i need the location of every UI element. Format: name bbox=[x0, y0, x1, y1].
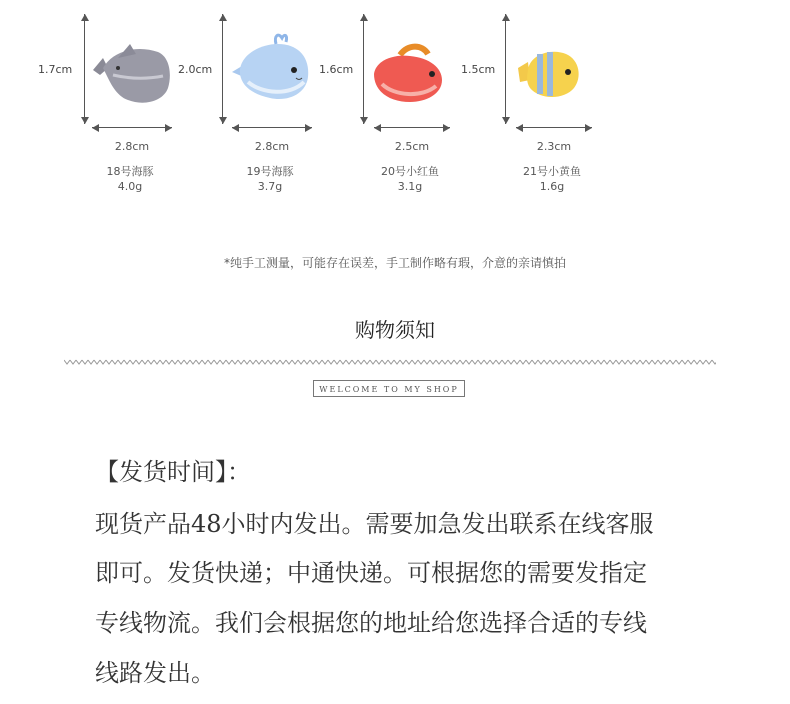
product-weight: 3.7g bbox=[257, 180, 283, 193]
width-label: 2.8cm bbox=[114, 140, 150, 153]
width-arrow bbox=[92, 127, 172, 128]
height-label: 1.6cm bbox=[319, 63, 354, 76]
measurement-note: *纯手工测量，可能存在误差，手工制作略有瑕，介意的亲请慎拍 bbox=[223, 256, 566, 270]
product-name: 21号小黄鱼 bbox=[523, 165, 581, 178]
product-weight: 4.0g bbox=[117, 180, 143, 193]
product-weight: 1.6g bbox=[539, 180, 565, 193]
width-label: 2.3cm bbox=[536, 140, 572, 153]
height-arrow bbox=[84, 14, 85, 124]
height-label: 1.5cm bbox=[461, 63, 496, 76]
shipping-line: 专线物流。我们会根据您的地址给您选择合适的专线 bbox=[95, 609, 647, 637]
welcome-badge: WELCOME TO MY SHOP bbox=[313, 380, 465, 397]
shipping-line: 线路发出。 bbox=[95, 659, 215, 687]
width-arrow bbox=[374, 127, 450, 128]
zigzag-divider bbox=[64, 357, 716, 367]
shipping-line: 现货产品48小时内发出。需要加急发出联系在线客服 bbox=[95, 510, 654, 538]
section-title: 购物须知 bbox=[355, 318, 435, 342]
shipping-line: 即可。发货快递；中通快递。可根据您的需要发指定 bbox=[95, 559, 647, 587]
shipping-heading: 【发货时间】： bbox=[95, 458, 251, 486]
yellow-fish-image bbox=[516, 44, 586, 104]
product-name: 19号海豚 bbox=[246, 165, 294, 178]
product-card bbox=[458, 0, 638, 210]
height-label: 1.7cm bbox=[38, 63, 73, 76]
width-label: 2.8cm bbox=[254, 140, 290, 153]
height-arrow bbox=[363, 14, 364, 124]
grey-dolphin-image bbox=[88, 40, 178, 110]
product-weight: 3.1g bbox=[397, 180, 423, 193]
product-name: 20号小红鱼 bbox=[381, 165, 439, 178]
blue-whale-image bbox=[228, 32, 318, 107]
height-arrow bbox=[222, 14, 223, 124]
width-label: 2.5cm bbox=[394, 140, 430, 153]
width-arrow bbox=[516, 127, 592, 128]
height-label: 2.0cm bbox=[178, 63, 213, 76]
width-arrow bbox=[232, 127, 312, 128]
product-name: 18号海豚 bbox=[106, 165, 154, 178]
red-fish-image bbox=[370, 40, 455, 110]
height-arrow bbox=[505, 14, 506, 124]
